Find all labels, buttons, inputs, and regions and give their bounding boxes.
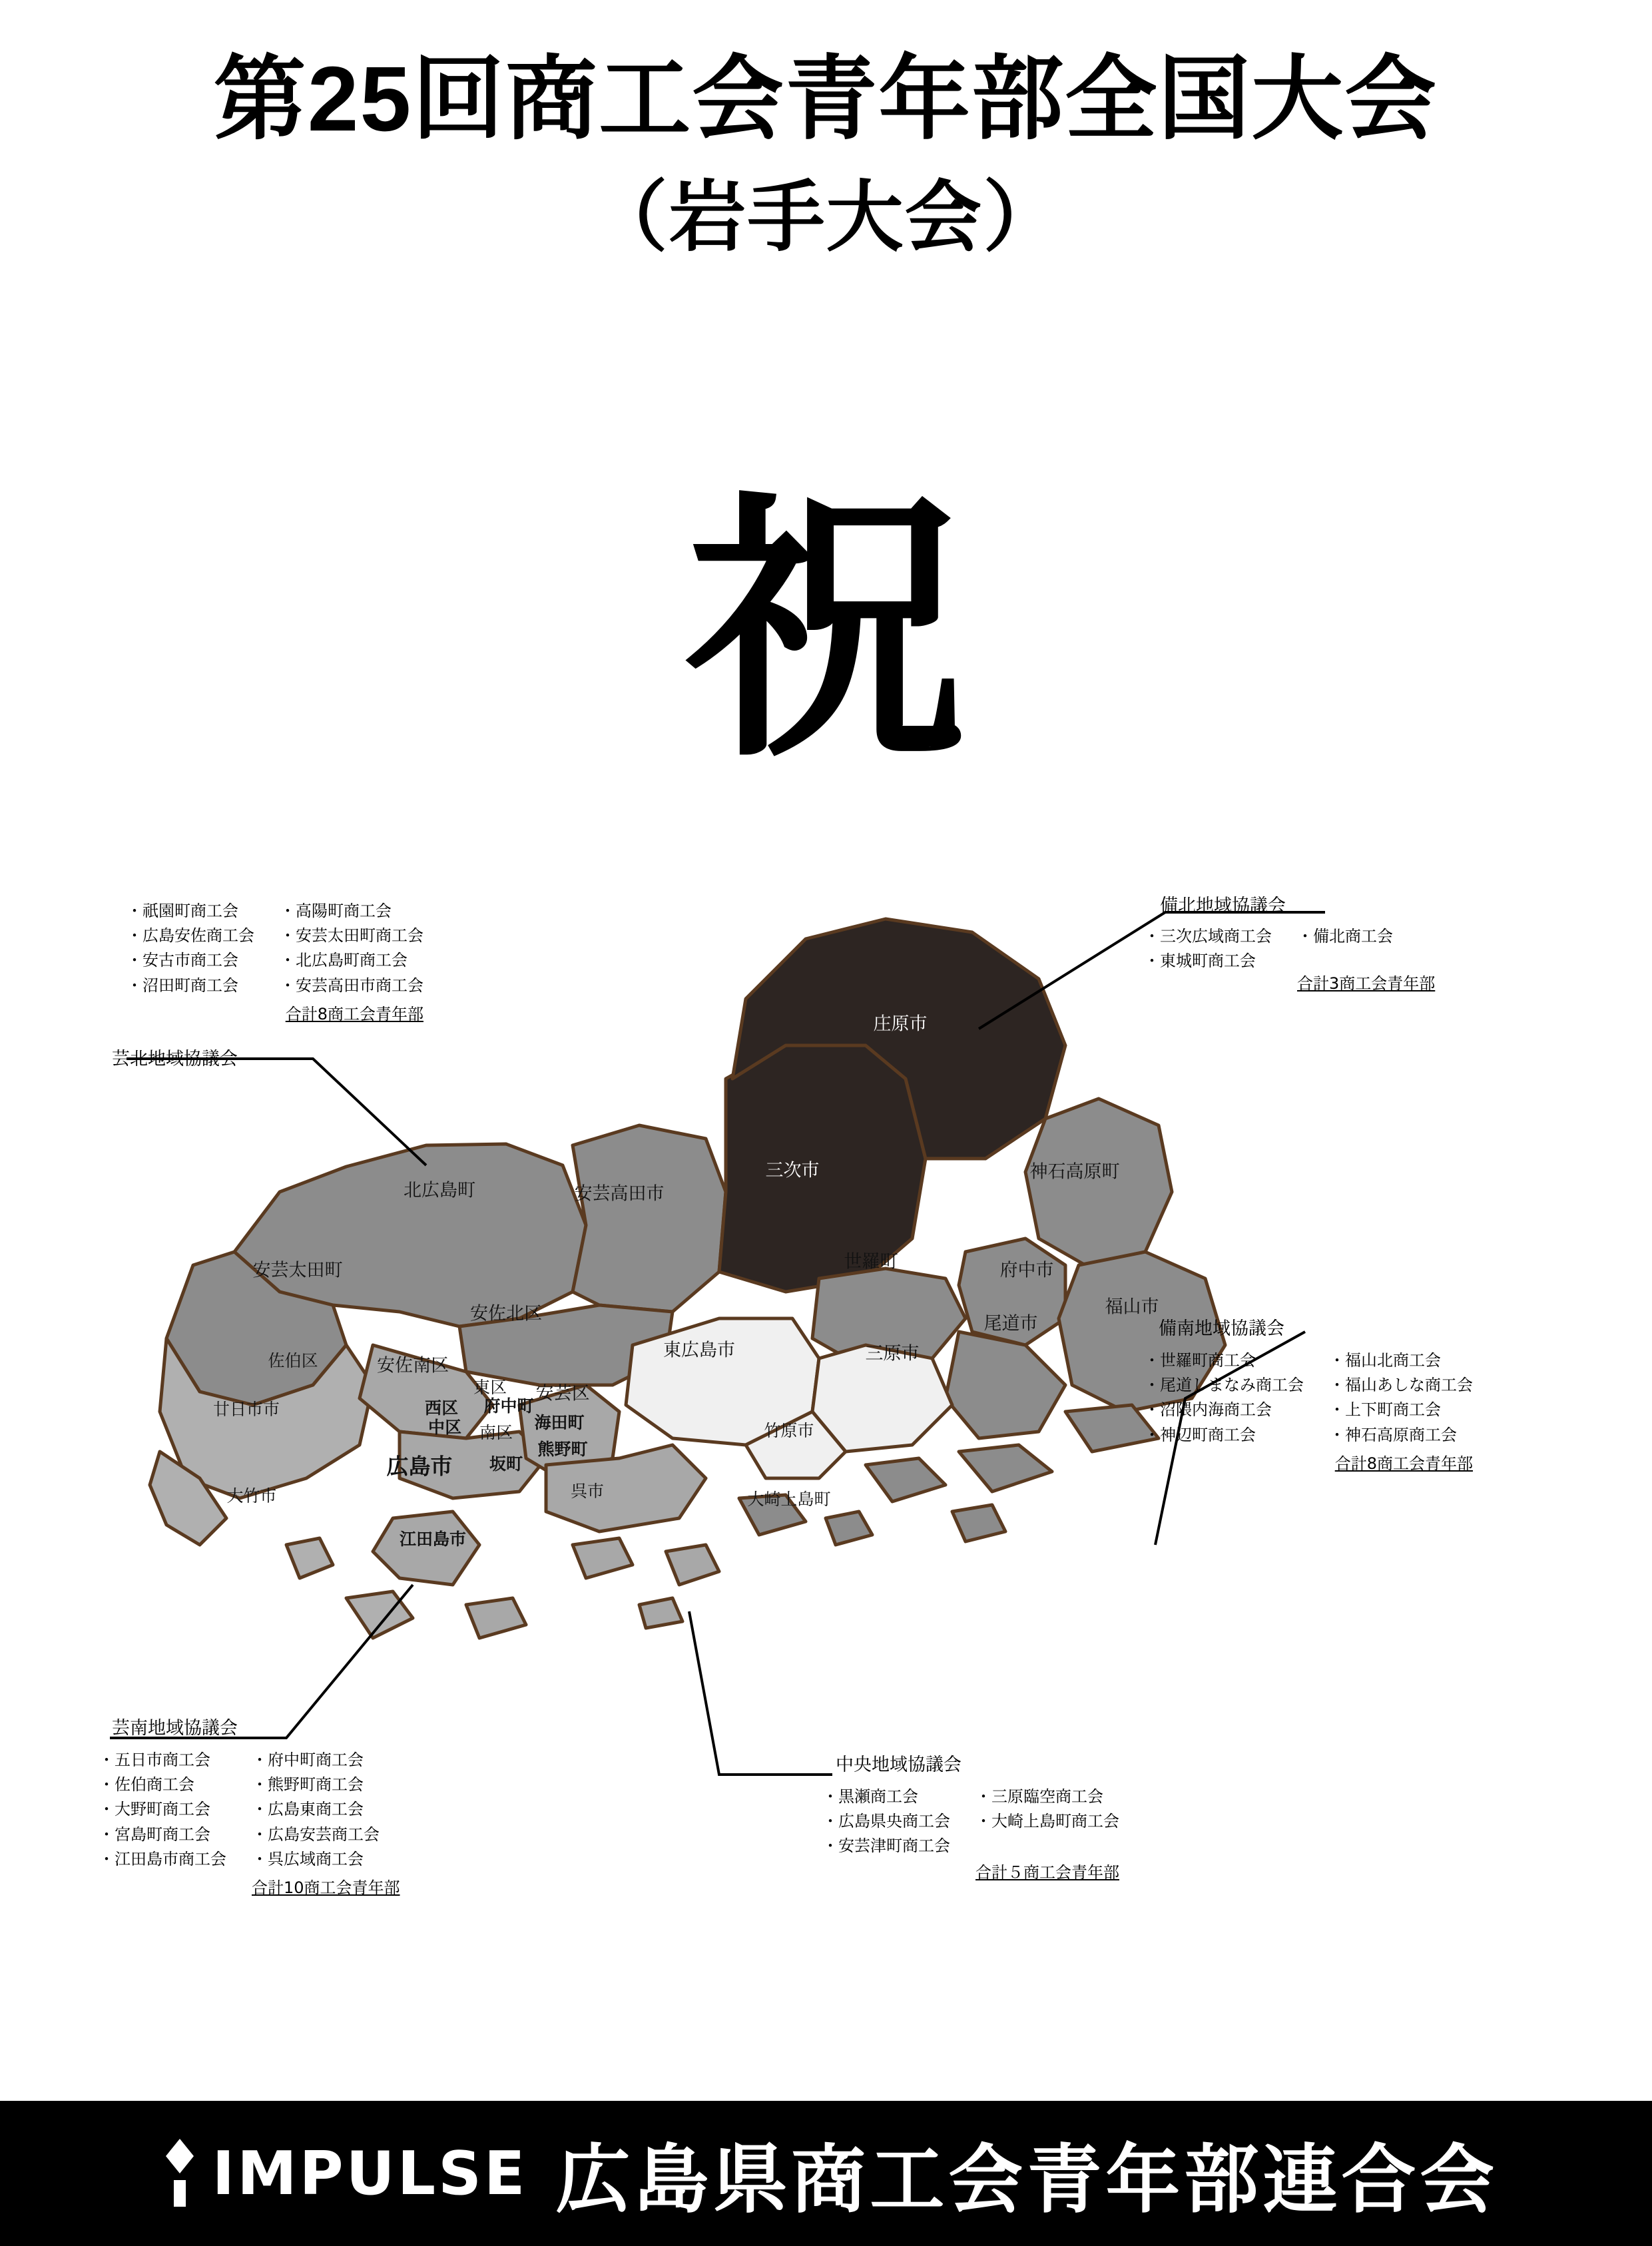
bihoku-item: ・備北商工会 <box>1297 927 1393 946</box>
geinan-item: ・宮島町商工会 <box>99 1825 210 1844</box>
region-akitakata <box>573 1125 726 1312</box>
binan-item: ・神石高原商工会 <box>1329 1425 1457 1444</box>
chuo-item: ・安芸津町商工会 <box>822 1836 950 1856</box>
geihoku-item: ・祇園町商工会 <box>127 902 238 920</box>
island-08 <box>959 1445 1052 1492</box>
geinan-item: ・大野町商工会 <box>99 1800 210 1819</box>
island-01 <box>286 1538 333 1578</box>
geinan-item: ・熊野町商工会 <box>252 1775 364 1795</box>
region-label-akitakata: 安芸高田市 <box>574 1183 665 1205</box>
binan-column-2 <box>1329 1348 1473 1476</box>
annotation-binan <box>1144 1348 1473 1476</box>
annotation-bihoku <box>1144 924 1435 996</box>
geinan-item: ・五日市商工会 <box>99 1751 210 1769</box>
page-header <box>0 47 1652 267</box>
geinan-column-2 <box>252 1748 400 1900</box>
annotation-geihoku-title: 芸北地域協議会 <box>112 1049 238 1069</box>
region-label-akiota: 安芸太田町 <box>252 1260 343 1281</box>
leader-chuo <box>689 1611 832 1775</box>
region-label-minami-ward: 南区 <box>479 1423 513 1442</box>
region-label-kaita: 海田町 <box>534 1413 585 1432</box>
chuo-column-1 <box>822 1785 950 1886</box>
island-05 <box>666 1545 719 1585</box>
region-label-asaminami: 安佐南区 <box>377 1355 449 1376</box>
region-label-fuchu-town: 府中町 <box>483 1396 534 1416</box>
geihoku-item: ・安古市商工会 <box>127 951 238 970</box>
annotation-geinan <box>99 1748 400 1900</box>
geihoku-column-2 <box>280 899 423 1027</box>
region-label-fukuyama: 福山市 <box>1105 1296 1159 1318</box>
region-label-etajima: 江田島市 <box>399 1530 467 1549</box>
region-label-naka-ward: 中区 <box>427 1418 462 1437</box>
geihoku-total: 合計8商工会青年部 <box>285 1004 423 1023</box>
annotation-chuo <box>822 1785 1119 1886</box>
geinan-item: ・府中町商工会 <box>252 1751 364 1769</box>
chuo-total: 合計５商工会青年部 <box>975 1863 1119 1882</box>
region-label-otake: 大竹市 <box>226 1486 277 1506</box>
geihoku-item: ・安芸高田市商工会 <box>280 976 423 995</box>
chuo-column-2 <box>975 1785 1119 1886</box>
geihoku-item: ・沼田町商工会 <box>127 976 238 995</box>
island-12 <box>639 1598 683 1628</box>
geihoku-item: ・広島安佐商工会 <box>127 926 254 946</box>
chuo-item: ・三原臨空商工会 <box>975 1787 1103 1806</box>
impulse-logo <box>154 2133 528 2213</box>
binan-column-1 <box>1144 1348 1304 1476</box>
annotation-geihoku <box>127 899 423 1027</box>
binan-item: ・神辺町商工会 <box>1144 1425 1256 1444</box>
event-title-line2: （岩手大会） <box>590 173 1062 260</box>
region-label-saeki: 佐伯区 <box>268 1351 318 1370</box>
geinan-item: ・佐伯商工会 <box>99 1775 194 1795</box>
region-label-osakikamijima: 大崎上島町 <box>747 1490 831 1509</box>
geihoku-column-1 <box>127 899 254 1027</box>
region-label-hiroshima-city: 広島市 <box>386 1453 453 1480</box>
binan-item: ・沼隈内海商工会 <box>1144 1400 1272 1420</box>
geinan-item: ・広島安芸商工会 <box>252 1825 380 1844</box>
page-footer <box>0 2101 1652 2246</box>
bihoku-item: ・東城町商工会 <box>1144 952 1256 971</box>
bihoku-column-2 <box>1297 924 1435 996</box>
geinan-total: 合計10商工会青年部 <box>252 1878 400 1897</box>
geihoku-item: ・高陽町商工会 <box>280 902 392 920</box>
region-label-higashi-ward: 東区 <box>473 1378 507 1397</box>
celebration-character: 祝 <box>686 469 966 795</box>
region-label-kumano: 熊野町 <box>537 1440 588 1459</box>
bihoku-total: 合計3商工会青年部 <box>1297 974 1436 993</box>
impulse-logo-text: IMPULSE <box>212 2138 528 2209</box>
region-label-nishi-ward: 西区 <box>424 1398 459 1418</box>
region-label-sera: 世羅町 <box>844 1251 898 1272</box>
island-10 <box>952 1505 1005 1542</box>
impulse-diamond-icon <box>154 2133 206 2213</box>
region-label-jinsekikogen: 神石高原町 <box>1029 1161 1120 1183</box>
hiroshima-prefecture-map <box>0 879 1652 2038</box>
annotation-binan-title: 備南地域協議会 <box>1159 1318 1284 1339</box>
island-04 <box>573 1538 633 1578</box>
chuo-item: ・広島県央商工会 <box>822 1812 950 1831</box>
region-onomichi <box>946 1332 1065 1438</box>
binan-item: ・福山北商工会 <box>1329 1351 1441 1370</box>
region-label-shobara: 庄原市 <box>873 1013 928 1035</box>
chuo-item: ・黒瀬商工会 <box>822 1787 918 1806</box>
geinan-column-1 <box>99 1748 226 1900</box>
region-label-aki-ward: 安芸区 <box>535 1383 590 1404</box>
binan-item: ・福山あしな商工会 <box>1329 1376 1473 1395</box>
leader-geihoku <box>127 1059 426 1165</box>
binan-item: ・世羅町商工会 <box>1144 1351 1256 1370</box>
region-label-asakita: 安佐北区 <box>470 1303 542 1324</box>
geinan-item: ・広島東商工会 <box>252 1800 364 1819</box>
region-label-kitahiroshima: 北広島町 <box>404 1180 475 1201</box>
geinan-item: ・江田島市商工会 <box>99 1849 226 1868</box>
organization-name: 広島県商工会青年部連合会 <box>555 2137 1499 2221</box>
bihoku-item: ・三次広域商工会 <box>1144 927 1272 946</box>
geihoku-item: ・北広島町商工会 <box>280 951 408 970</box>
bihoku-column-1 <box>1144 924 1272 996</box>
region-label-hatsukaichi: 廿日市市 <box>212 1400 280 1419</box>
region-label-mihara: 三原市 <box>865 1343 920 1364</box>
chuo-item: ・大崎上島町商工会 <box>975 1812 1119 1831</box>
region-label-kure: 呉市 <box>570 1482 605 1501</box>
geihoku-item: ・安芸太田町商工会 <box>280 926 423 946</box>
island-11 <box>826 1512 872 1545</box>
binan-item: ・尾道しまなみ商工会 <box>1144 1376 1304 1395</box>
region-label-miyoshi: 三次市 <box>765 1160 820 1181</box>
region-label-onomichi: 尾道市 <box>983 1313 1038 1334</box>
event-title-line1: 第25回商工会青年部全国大会 <box>214 48 1438 150</box>
region-label-higashihiroshima: 東広島市 <box>663 1340 735 1361</box>
geinan-item: ・呉広域商工会 <box>252 1849 364 1868</box>
annotation-chuo-title: 中央地域協議会 <box>836 1755 962 1775</box>
binan-item: ・上下町商工会 <box>1329 1400 1441 1420</box>
binan-total: 合計8商工会青年部 <box>1334 1454 1473 1473</box>
annotation-geinan-title: 芸南地域協議会 <box>112 1718 238 1739</box>
region-label-takehara: 竹原市 <box>764 1421 814 1440</box>
island-03 <box>466 1598 526 1638</box>
region-label-saka: 坂町 <box>489 1454 523 1474</box>
island-07 <box>866 1458 946 1502</box>
region-label-fuchu-city: 府中市 <box>999 1260 1054 1281</box>
annotation-bihoku-title: 備北地域協議会 <box>1160 896 1286 916</box>
